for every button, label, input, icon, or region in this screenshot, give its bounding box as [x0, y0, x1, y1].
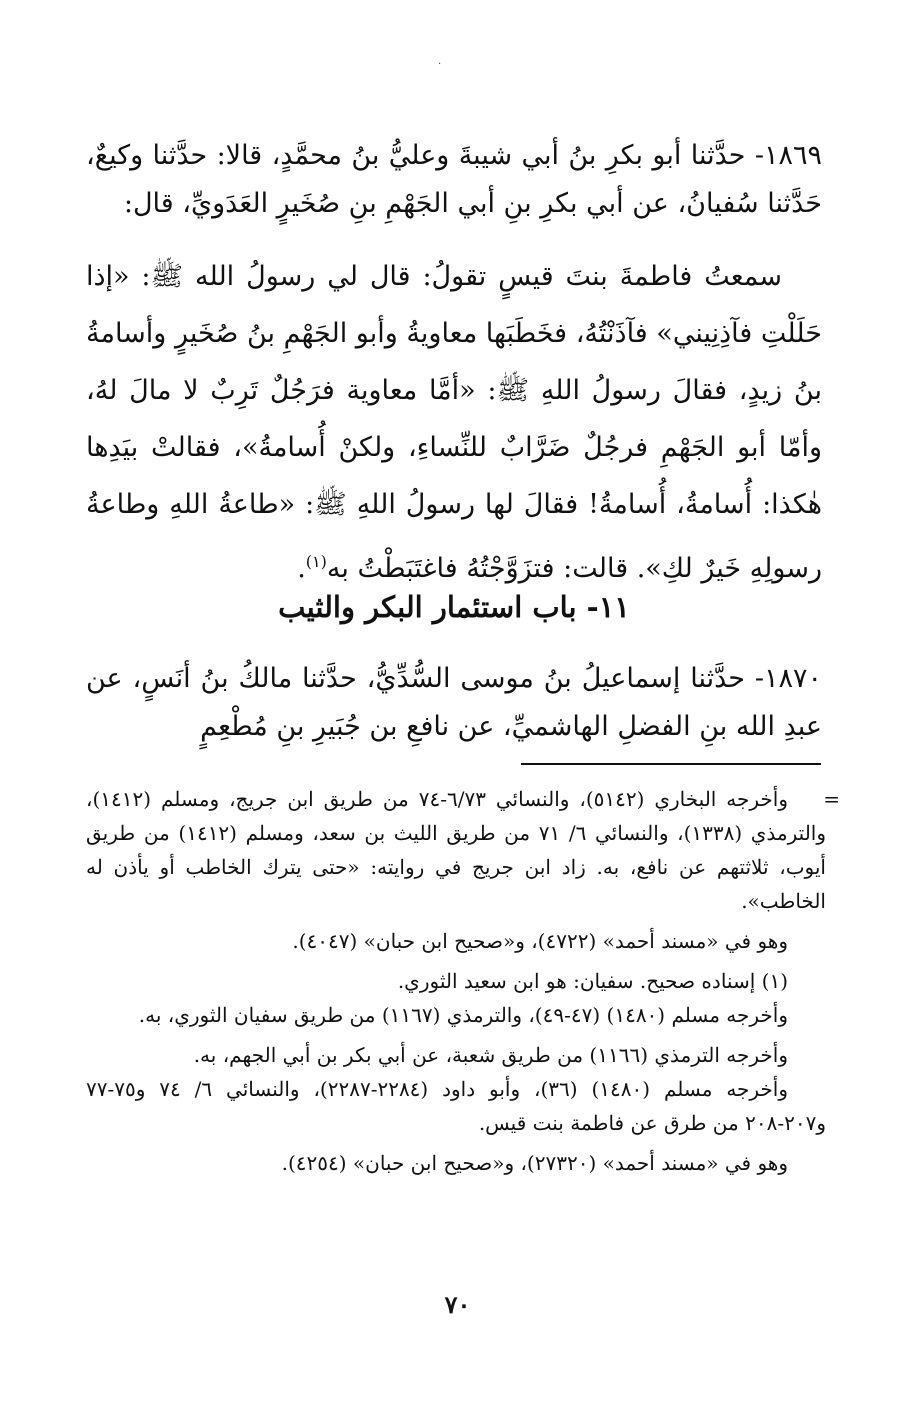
page-number: ٧٠	[444, 1290, 471, 1319]
hadith-1869-end: .	[297, 553, 306, 584]
footnote-line: وهو في «مسند أحمد» (٤٧٢٢)، و«صحيح ابن حبان» (٤٠٤٧).	[292, 929, 788, 953]
hadith-1870-chain: ١٨٧٠- حدَّثنا إسماعيلُ بنُ موسى السُّدِّيُّ، حدَّثنا مالكُ بنُ أنَسٍ، عن عبدِ الله بنِ الفضلِ الهاشميِّ، عن نافعِ بن جُبَيرِ بنِ مُطْعِمٍ	[86, 663, 822, 742]
hadith-1869-chain: ١٨٦٩- حدَّثنا أبو بكرِ بنُ أبي شيبةَ وعليُّ بنُ محمَّدٍ، قالا: حدَّثنا وكيعٌ، حَدَّثنا سُفيانُ، عن أبي بكرِ بنِ أبي الجَهْمِ بنِ صُخَيرٍ العَدَويِّ، قال:	[86, 140, 822, 219]
continuation-mark: =	[823, 787, 840, 811]
footnote-ref-1: (١)	[305, 552, 327, 571]
chapter-heading: ١١- باب استئمار البكر والثيب	[278, 590, 630, 624]
footnotes	[86, 782, 840, 1180]
footnote-separator	[521, 763, 821, 765]
hadith-1869-text	[86, 248, 822, 597]
top-dot: .	[438, 56, 442, 67]
footnote-line: وهو في «مسند أحمد» (٢٧٣٢٠)، و«صحيح ابن حبان» (٤٢٥٤).	[281, 1151, 788, 1175]
footnote-line: (١) إسناده صحيح. سفيان: هو ابن سعيد الثوري.	[397, 969, 788, 993]
footnote-line: وأخرجه مسلم (١٤٨٠) (٣٦)، وأبو داود (٢٢٨٤-٢٢٨٧)، والنسائي ٦/ ٧٤ و٧٥-٧٧ و٢٠٧-٢٠٨ من طرق عن فاطمة بنت قيس.	[86, 1077, 826, 1135]
footnote-line: وأخرجه مسلم (١٤٨٠) (٤٧-٤٩)، والترمذي (١١٦٧) من طريق سفيان الثوري، به.	[138, 1003, 788, 1027]
footnote-line: وأخرجه البخاري (٥١٤٢)، والنسائي ٦/٧٣-٧٤ من طريق ابن جريج، ومسلم (١٤١٢)، والترمذي (١٣٣٨)، والنسائي ٦/ ٧١ من طريق الليث بن سعد، ومسلم (١٤١٢) من طريق أيوب، ثلاثتهم عن نافع، به. زاد ابن جريج في روايته: «حتى يترك الخاطب أو يأذن له الخاطب».	[86, 787, 827, 913]
footnote-line: وأخرجه الترمذي (١١٦٦) من طريق شعبة، عن أبي بكر بن أبي الجهم، به.	[193, 1043, 788, 1067]
hadith-1869-body: سمعتُ فاطمةَ بنتَ قيسٍ تقولُ: قال لي رسولُ الله ﷺ: «إذا حَلَلْتِ فآذِنِيني» فآذَنْتُهُ، فخَطَبَها معاويةُ وأبو الجَهْمِ بنُ صُخَيرٍ وأسامةُ بنُ زيدٍ، فقالَ رسولُ اللهِ ﷺ: «أمَّا معاوية فرَجُلٌ تَرِبٌ لا مالَ لهُ، وأمّا أبو الجَهْمِ فرجُلٌ ضَرَّابٌ للنِّساءِ، ولكنْ أُسامةُ»، فقالتْ بيَدِها هٰكذا: أُسامةُ، أُسامةُ! فقالَ لها رسولُ اللهِ ﷺ: «طاعةُ اللهِ وطاعةُ رسولِهِ خَيرٌ لكِ». قالت: فتزَوَّجْتُهُ فاغتَبَطْتُ به	[86, 261, 822, 584]
